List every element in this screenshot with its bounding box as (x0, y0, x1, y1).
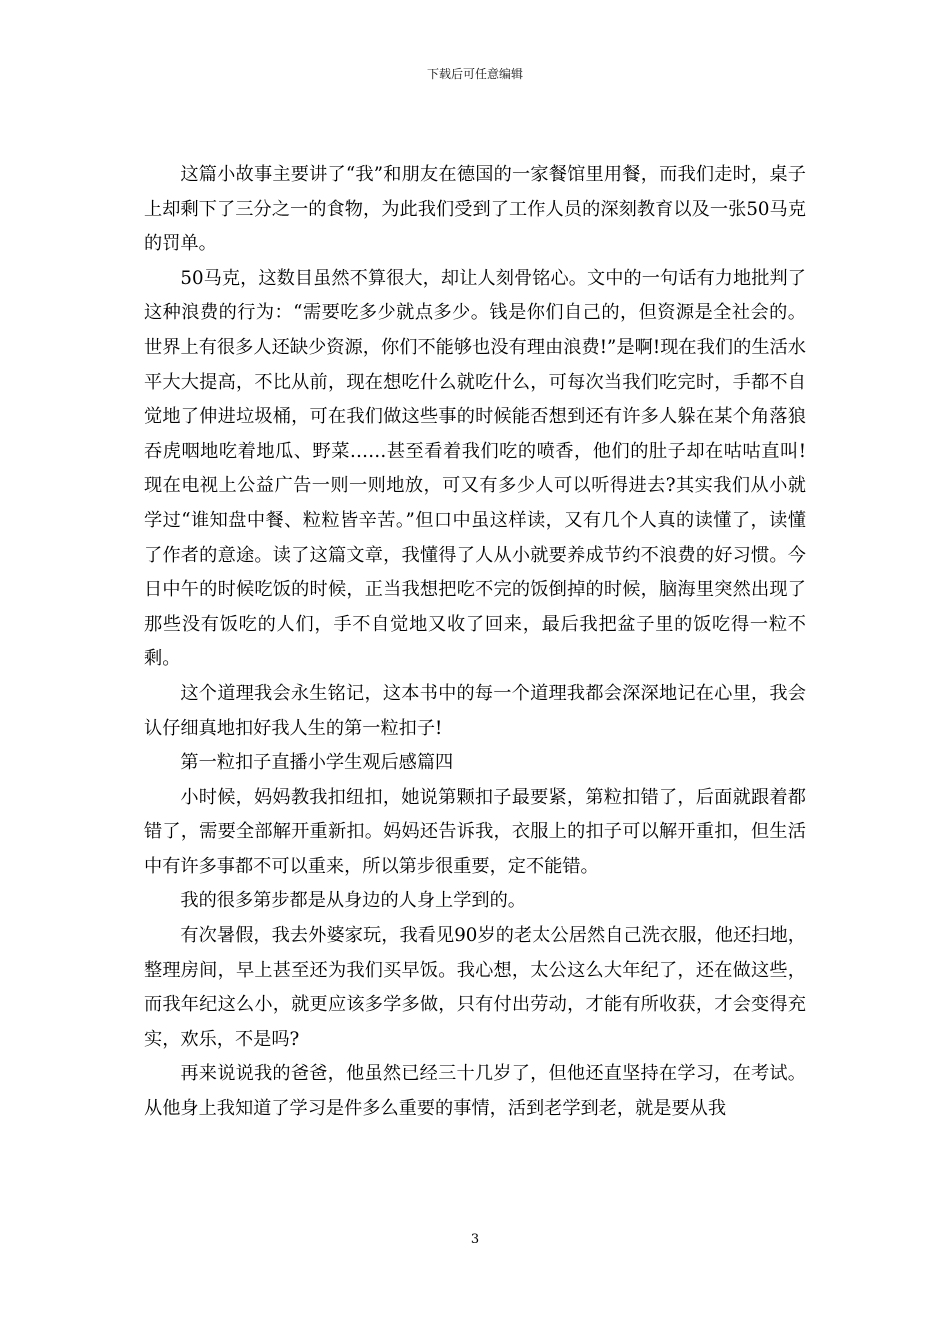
paragraph-3: 这个道理我会永生铭记，这本书中的每一个道理我都会深深地记在心里，我会认仔细真地扣好我人生的第一粒扣子! (144, 682, 806, 739)
section-heading: 第一粒扣子直播小学生观后感篇四 (180, 752, 454, 774)
paragraph-5: 我的很多第步都是从身边的人身上学到的。 (180, 890, 526, 912)
paragraph-4: 小时候，妈妈教我扣纽扣，她说第颗扣子最要紧，第粒扣错了，后面就跟着都错了，需要全部解开重新扣。妈妈还告诉我，衣服上的扣子可以解开重扣，但生活中有许多事都不可以重来，所以第步很重要，定不能错。 (144, 786, 806, 877)
page-header: 下载后可任意编辑 (426, 67, 523, 81)
document-body (144, 158, 806, 1127)
paragraph-2: 50马克，这数目虽然不算很大，却让人刻骨铭心。文中的一句话有力地批判了这种浪费的行为：“需要吃多少就点多少。钱是你们自己的，但资源是全社会的。世界上有很多人还缺少资源，你们不能够也没有理由浪费!”是啊!现在我们的生活水平大大提高，不比从前，现在想吃什么就吃什么，可每次当我们吃完时，手都不自觉地了伸进垃圾桶，可在我们做这些事的时候能否想到还有许多人躲在某个角落狼吞虎咽地吃着地瓜、野菜……甚至看着我们吃的喷香，他们的肚子却在咕咕直叫!现在电视上公益广告一则一则地放，可又有多少人可以听得进去?其实我们从小就学过“谁知盘中餐、粒粒皆辛苦。”但口中虽这样读，又有几个人真的读懂了，读懂了作者的意途。读了这篇文章，我懂得了人从小就要养成节约不浪费的好习惯。今日中午的时候吃饭的时候，正当我想把吃不完的饭倒掉的时候，脑海里突然出现了那些没有饭吃的人们，手不自觉地又收了回来，最后我把盆子里的饭吃得一粒不剩。 (144, 267, 806, 670)
paragraph-7: 再来说说我的爸爸，他虽然已经三十几岁了，但他还直坚持在学习，在考试。从他身上我知道了学习是件多么重要的事情，活到老学到老，就是要从我 (144, 1063, 806, 1120)
page-number: 3 (470, 1232, 480, 1247)
paragraph-1: 这篇小故事主要讲了“我”和朋友在德国的一家餐馆里用餐，而我们走时，桌子上却剩下了三分之一的食物，为此我们受到了工作人员的深刻教育以及一张50马克的罚单。 (144, 164, 806, 255)
paragraph-6: 有次暑假，我去外婆家玩，我看见90岁的老太公居然自己洗衣服，他还扫地，整理房间，早上甚至还为我们买早饭。我心想，太公这么大年纪了，还在做这些，而我年纪这么小，就更应该多学多做，只有付出劳动，才能有所收获，才会变得充实，欢乐，不是吗? (144, 925, 806, 1050)
